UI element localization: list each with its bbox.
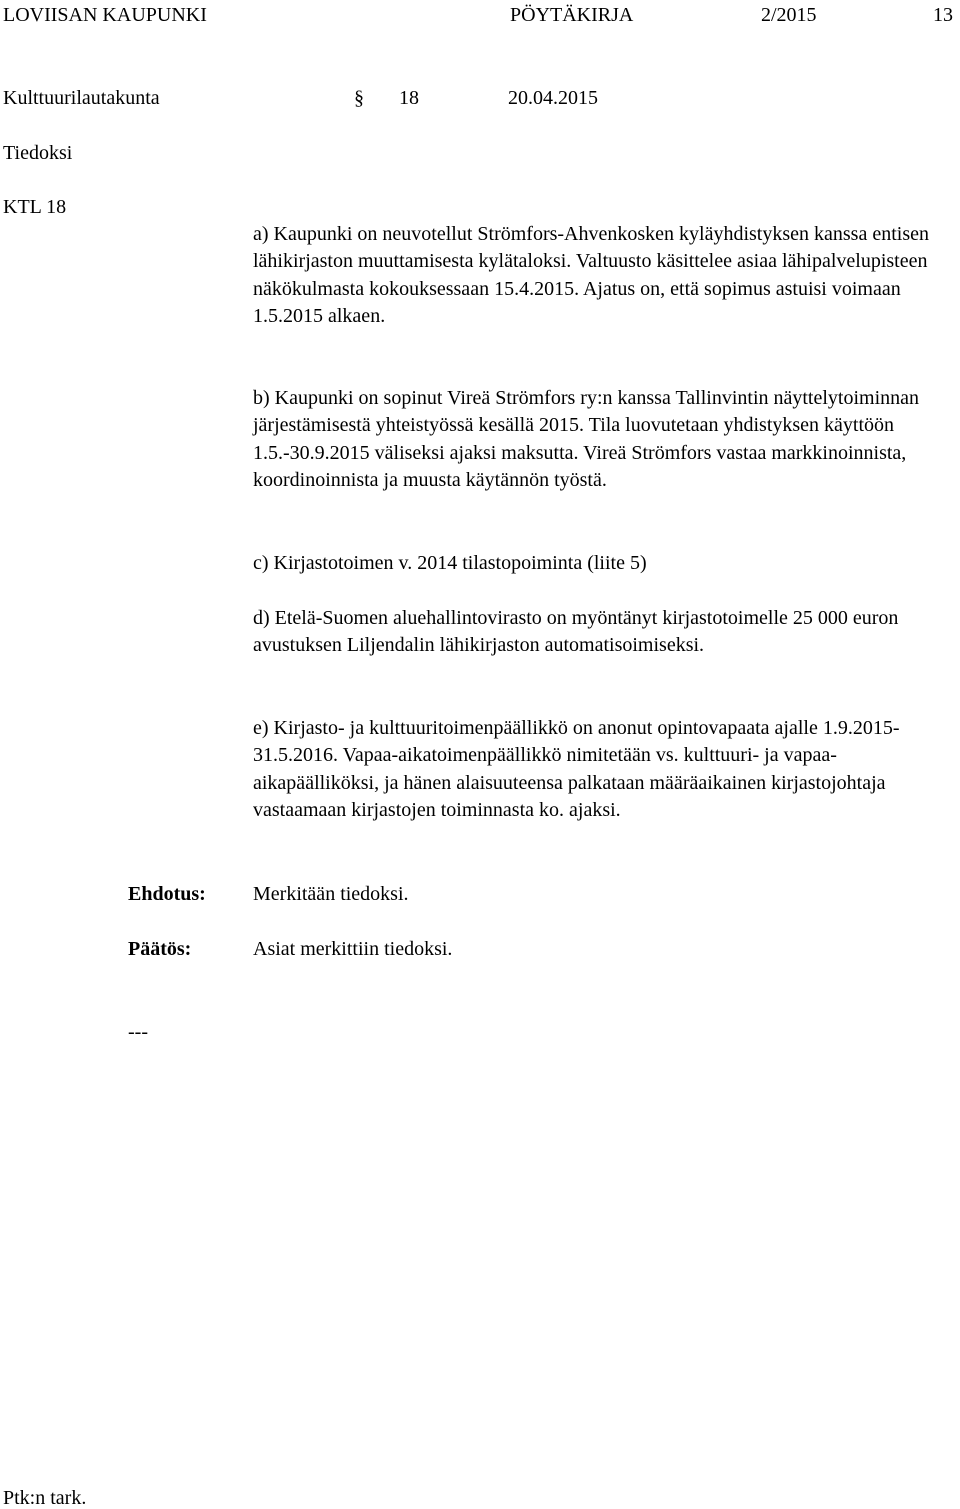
footer-initials: Ptk:n tark.	[3, 1487, 87, 1509]
paragraph-d: d) Etelä-Suomen aluehallintovirasto on myöntänyt kirjastotoimelle 25 000 euron avustuksen Liljendalin lähikirjaston automatisoimiseksi.	[253, 607, 899, 657]
meeting-body: Kulttuurilautakunta	[3, 87, 160, 109]
decision-label: Päätös:	[128, 938, 192, 960]
meeting-date: 20.04.2015	[508, 87, 598, 109]
proposal-text: Merkitään tiedoksi.	[253, 883, 409, 905]
category-title: Tiedoksi	[3, 142, 73, 164]
paragraph-e: e) Kirjasto- ja kulttuuritoimenpäällikkö on anonut opintovapaata ajalle 1.9.2015-31.5.2016. Vapaa-aikatoimenpäällikkö nimitetään vs. kulttuuri- ja vapaa-aikapäälliköksi, ja hänen alaisuuteensa palkataan määräaikainen kirjastojohtaja vastaamaan kirjastojen toiminnasta ko. ajaksi.	[253, 717, 900, 822]
decision-text: Asiat merkittiin tiedoksi.	[253, 938, 453, 960]
page-number: 13	[933, 4, 953, 26]
organization-name: LOVIISAN KAUPUNKI	[3, 4, 207, 26]
section-mark: §	[354, 87, 364, 109]
item-reference: KTL 18	[3, 196, 67, 218]
paragraph-b: b) Kaupunki on sopinut Vireä Strömfors ry:n kanssa Tallinvintin näyttelytoiminnan järjestämisestä yhteistyössä kesällä 2015. Tila luovutetaan yhdistyksen käyttöön 1.5.-30.9.2015 väliseksi ajaksi maksutta. Vireä Strömfors vastaa markkinoinnista, koordinoinnista ja muusta käytännön työstä.	[253, 387, 920, 492]
paragraph-a: a) Kaupunki on neuvotellut Strömfors-Ahvenkosken kyläyhdistyksen kanssa entisen lähikirjaston muuttamisesta kylätaloksi. Valtuusto käsittelee asiaa lähipalvelupisteen näkökulmasta kokouksessaan 15.4.2015. Ajatus on, että sopimus astuisi voimaan 1.5.2015 alkaen.	[253, 223, 929, 328]
section-number: 18	[399, 87, 419, 109]
document-type: PÖYTÄKIRJA	[510, 4, 634, 26]
proposal-label: Ehdotus:	[128, 883, 206, 905]
separator: ---	[128, 1021, 148, 1043]
paragraph-c: c) Kirjastotoimen v. 2014 tilastopoiminta (liite 5)	[253, 552, 647, 574]
document-number: 2/2015	[761, 4, 817, 26]
